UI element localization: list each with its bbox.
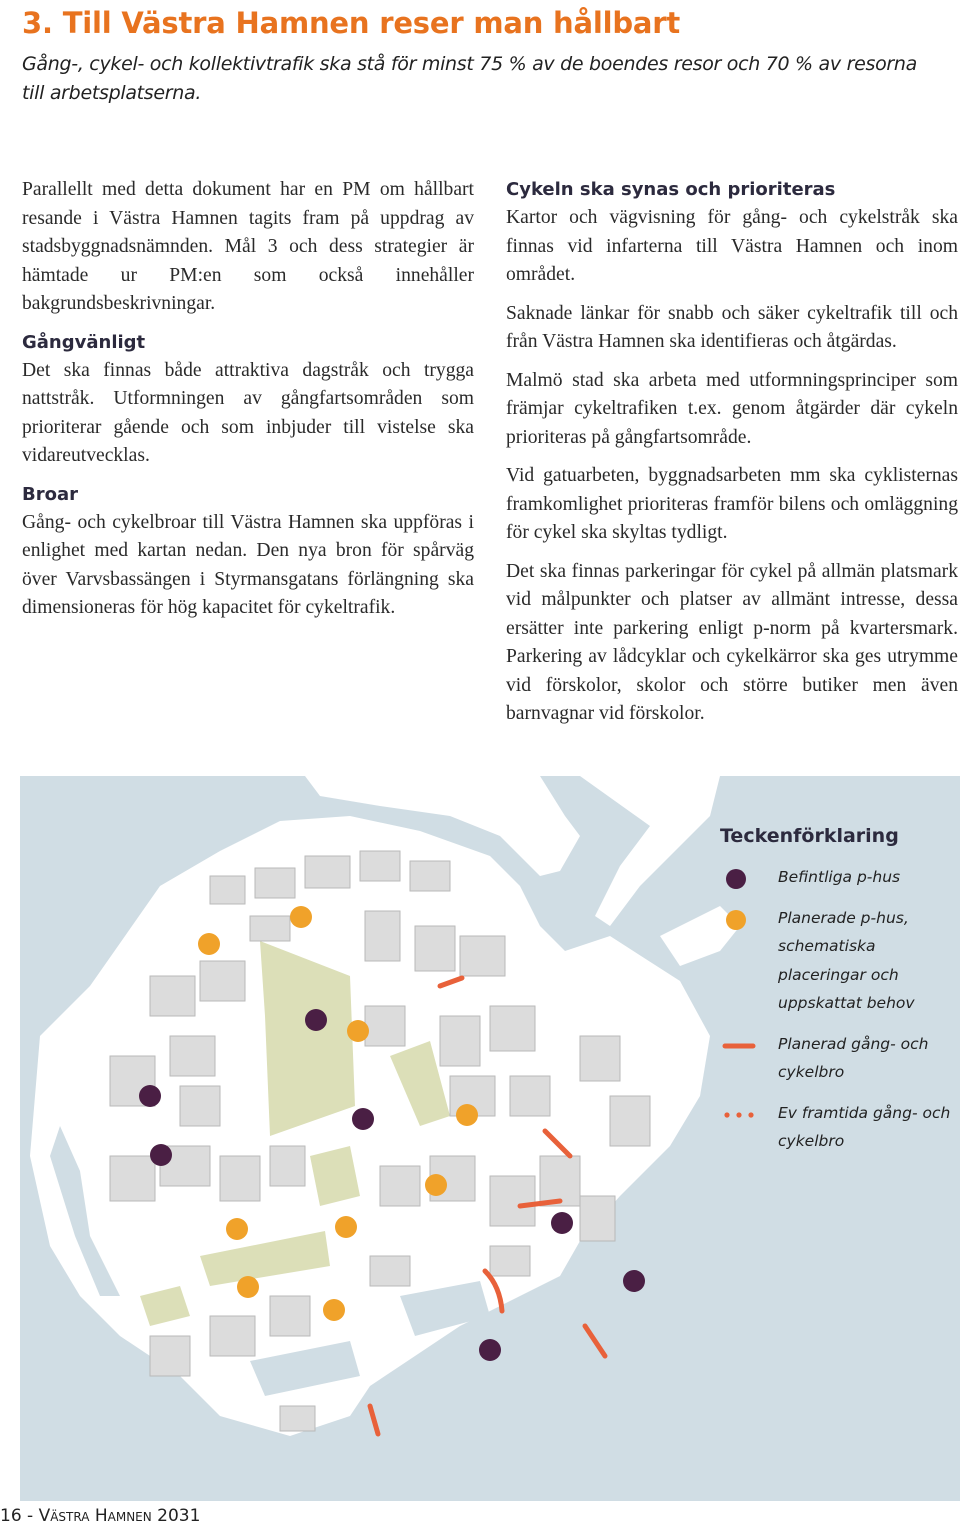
map-building (210, 1316, 255, 1356)
map-building (255, 868, 295, 898)
page-subtitle: Gång-, cykel- och kollektivtrafik ska stå för minst 75 % av de boendes resor och 70 % av resorna till arbetsplatserna. (22, 53, 917, 104)
map-building (510, 1076, 550, 1116)
gangvanligt-paragraph: Det ska finnas både attraktiva dagstråk och trygga nattstråk. Utformningen av gångfartsområden som prioriterar gående och som inbjuder till vistelse ska vidareutvecklas. (22, 359, 474, 466)
legend-label: Planerad gång- och cykelbro (778, 1034, 929, 1081)
right-text-column (506, 176, 958, 739)
map-planned-parking (226, 1218, 248, 1240)
map-building (360, 851, 400, 881)
map-building (415, 926, 455, 971)
map-planned-parking (198, 933, 220, 955)
map-building (250, 916, 290, 941)
map-planned-parking (456, 1104, 478, 1126)
map-building (170, 1036, 215, 1076)
map-building (270, 1296, 310, 1336)
map-building (460, 936, 505, 976)
legend-item-future-bridge (720, 1099, 960, 1156)
map-building (380, 1166, 420, 1206)
broar-paragraph: Gång- och cykelbroar till Västra Hamnen ska uppföras i enlighet med kartan nedan. Den nya bron för spårväg över Varvsbassängen i Styrmansgatans förlängning ska dimensioneras för hög kapacitet för cykeltrafik. (22, 511, 474, 618)
map-planned-parking (237, 1276, 259, 1298)
map-building (180, 1086, 220, 1126)
cykeln-paragraph-5: Det ska finnas parkeringar för cykel på allmän platsmark vid målpunkter och platser av allmänt intresse, dessa ersätter inte parkering enligt p-norm på kvartersmark. Parkering av lådcyklar och cykelkärror ska ges utrymme vid förskolor, skolor och större butiker men även barnvagnar vid förskolor. (506, 560, 958, 724)
purple-dot-icon (722, 867, 752, 891)
map-building (410, 861, 450, 891)
map-existing-parking (352, 1108, 374, 1130)
publication-name: Västra Hamnen 2031 (38, 1506, 201, 1526)
map-building (365, 1006, 405, 1046)
map-building (370, 1256, 410, 1286)
map-building (210, 876, 245, 904)
left-text-column (22, 176, 474, 633)
map-building (150, 976, 195, 1016)
map-planned-parking (335, 1216, 357, 1238)
page-footer (0, 1506, 200, 1526)
map-existing-parking (305, 1009, 327, 1031)
legend-item-planned-bridge (720, 1030, 960, 1087)
cykeln-paragraph-4: Vid gatuarbeten, byggnadsarbeten mm ska cyklisternas framkomlighet prioriteras framför bilens och omläggning för cykel ska skyltas tydligt. (506, 465, 958, 543)
map-building (490, 1006, 535, 1051)
footer-separator: - (27, 1506, 34, 1526)
map-existing-parking (623, 1270, 645, 1292)
map-planned-parking (323, 1299, 345, 1321)
map-building (365, 911, 400, 961)
heading-gangvanligt: Gångvänligt (22, 331, 146, 353)
legend-label: Ev framtida gång- och cykelbro (778, 1103, 951, 1150)
heading-broar: Broar (22, 483, 78, 505)
map-building (540, 1156, 580, 1206)
cykeln-paragraph-3: Malmö stad ska arbeta med utformningsprinciper som främjar cykeltrafiken t.ex. genom åtgärder där cykeln prioriteras på gångfartsområde. (506, 369, 958, 448)
heading-cykeln: Cykeln ska synas och prioriteras (506, 179, 836, 200)
map-building (610, 1096, 650, 1146)
map-planned-parking (290, 906, 312, 928)
map-building (280, 1406, 315, 1431)
cykeln-paragraph-1: Kartor och vägvisning för gång- och cykelstråk ska finnas vid infarterna till Västra Hamnen och inom området. (506, 207, 958, 285)
legend-item-planned-parking (720, 904, 960, 1018)
map-building (580, 1036, 620, 1081)
legend-label: Befintliga p-hus (778, 868, 901, 886)
intro-paragraph: Parallellt med detta dokument har en PM om hållbart resande i Västra Hamnen tagits fram på uppdrag av stadsbyggnadsnämnden. Mål 3 och dess strategier är hämtade ur PM:en som också innehåller bakgrundsbeskrivningar. (22, 179, 474, 314)
orange-dot-icon (722, 908, 752, 932)
map-building (220, 1156, 260, 1201)
legend-title: Teckenförklaring (720, 825, 899, 847)
map-building (110, 1156, 155, 1201)
map-building (270, 1146, 305, 1186)
map-building (440, 1016, 480, 1066)
map-existing-parking (150, 1144, 172, 1166)
map-building (580, 1196, 615, 1241)
map-building (490, 1176, 535, 1226)
legend-label: Planerade p-hus, schematiska placeringar och uppskattat behov (778, 908, 915, 1012)
map-building (305, 856, 350, 888)
map-legend (720, 825, 960, 1168)
map-building (150, 1336, 190, 1376)
map-building (200, 961, 245, 1001)
page-title: 3. Till Västra Hamnen reser man hållbart (22, 6, 681, 40)
cykeln-paragraph-2: Saknade länkar för snabb och säker cykeltrafik till och från Västra Hamnen ska identifieras och åtgärdas. (506, 302, 958, 352)
map-planned-parking (347, 1020, 369, 1042)
legend-item-existing-parking (720, 863, 960, 892)
map-building (490, 1246, 530, 1276)
page-number: 16 (0, 1506, 22, 1526)
map-existing-parking (139, 1085, 161, 1107)
map-existing-parking (551, 1212, 573, 1234)
map-planned-parking (425, 1174, 447, 1196)
dotted-bridge-line-icon (722, 1103, 756, 1127)
map-existing-parking (479, 1339, 501, 1361)
solid-bridge-line-icon (722, 1034, 756, 1058)
